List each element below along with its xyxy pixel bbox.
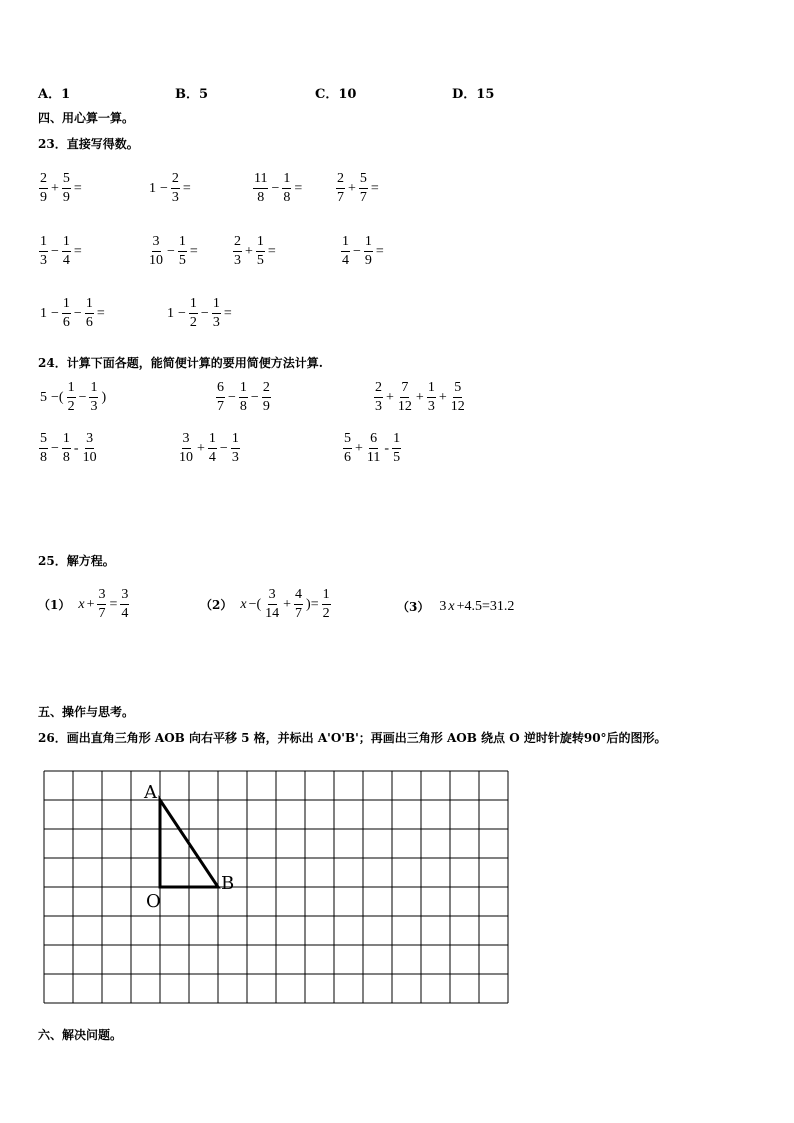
q23-expr [38,172,84,205]
fraction [67,381,76,414]
denominator: 9 [62,190,70,205]
operator: − [228,389,236,405]
choice-a: A．1 [38,87,71,102]
fraction [282,172,291,205]
equation-label: （2） [200,598,233,612]
denominator: 8 [283,190,291,205]
numerator: 1 [208,432,217,449]
numerator: 1 [427,381,436,398]
denominator: 11 [366,450,381,465]
q23-expr [232,235,278,268]
numerator: 3 [85,432,94,449]
choice-b: B．5 [175,87,209,102]
operator: + [415,389,424,405]
operator: + [86,596,95,612]
q24-expr [215,381,272,414]
operator: − [200,305,209,321]
q25-equation [200,588,332,621]
variable: x [448,598,455,614]
operator: + [355,440,363,456]
operator: 1 [167,305,174,321]
denominator: 3 [375,399,382,414]
section-6-heading: 六、解决问题。 [38,1028,123,1042]
numerator: 5 [359,172,368,189]
denominator: 10 [149,253,163,268]
operator: − [167,243,175,259]
fraction [322,588,331,621]
denominator: 12 [397,399,412,414]
operator: = [73,243,82,259]
operator: + [197,440,205,456]
operator: = [109,596,118,612]
fraction [171,172,180,205]
q24-expr [342,432,402,465]
fraction [89,381,98,414]
numerator: 1 [189,297,198,314]
fraction [212,297,221,330]
q24-expr [38,432,99,465]
numerator: 1 [67,381,76,398]
denominator: 9 [364,253,372,268]
numerator: 6 [216,381,225,398]
denominator: 7 [337,190,344,205]
operator: +4.5=31.2 [456,598,515,614]
operator: −( [51,389,64,405]
operator: − [178,305,186,321]
operator: = [73,180,82,196]
numerator: 2 [336,172,345,189]
denominator: 9 [262,399,270,414]
denominator: 5 [178,253,186,268]
numerator: 1 [256,235,265,252]
fraction [256,235,265,268]
numerator: 2 [171,172,180,189]
numerator: 1 [89,381,98,398]
denominator: 7 [98,606,106,621]
numerator: 2 [39,172,48,189]
fraction [231,432,240,465]
fraction [294,588,303,621]
fraction [264,588,280,621]
fraction [343,432,352,465]
q23-expr [147,235,200,268]
fraction [189,297,198,330]
q24-expr [177,432,241,465]
operator: + [283,596,292,612]
numerator: 1 [85,297,94,314]
operator: − [73,305,82,321]
fraction [253,172,268,205]
operator: = [370,180,379,196]
operator: + [386,389,394,405]
q23-expr [165,297,234,330]
fraction [39,235,48,268]
fraction [39,432,48,465]
grid-figure [38,764,514,1009]
numerator: 3 [97,588,106,605]
numerator: 11 [253,172,268,189]
denominator: 7 [359,190,367,205]
equation-label: （1） [38,598,71,612]
choice-c: C．10 [315,87,357,102]
denominator: 3 [231,450,239,465]
numerator: 3 [182,432,191,449]
fraction [262,381,271,414]
question-26-title: 26．画出直角三角形 AOB 向右平移 5 格，并标出 A'O'B'；再画出三角形 AOB 绕点 O 逆时针旋转90°后的图形。 [38,731,667,745]
operator: + [438,389,447,405]
numerator: 4 [294,588,303,605]
fraction [216,381,225,414]
numerator: 6 [369,432,378,449]
operator: − [78,389,87,405]
q23-expr [38,297,107,330]
vertex-label-o: O [146,891,161,912]
fraction [427,381,436,414]
operator: 1 [149,180,156,196]
fraction [178,432,194,465]
fraction [239,381,248,414]
denominator: 8 [40,450,47,465]
denominator: 9 [40,190,47,205]
denominator: 3 [234,253,241,268]
operator: = [294,180,303,196]
fraction [336,172,345,205]
operator: − [160,180,168,196]
operator: + [245,243,253,259]
q23-expr [340,235,386,268]
operator: - [384,440,390,456]
operator: = [96,305,105,321]
operator: − [353,243,361,259]
denominator: 2 [67,399,75,414]
fraction [120,588,129,621]
fraction [341,235,350,268]
operator: − [51,243,59,259]
denominator: 14 [265,606,280,621]
section-4-heading: 四、用心算一算。 [38,111,135,125]
fraction [178,235,187,268]
denominator: 2 [189,315,197,330]
fraction [97,588,106,621]
fraction [85,297,94,330]
question-23-title: 23．直接写得数。 [38,137,139,151]
numerator: 3 [120,588,129,605]
numerator: 5 [62,172,71,189]
vertex-label-a: A [144,782,157,803]
denominator: 6 [344,450,351,465]
numerator: 1 [239,381,248,398]
fraction [233,235,242,268]
denominator: 5 [256,253,264,268]
fraction [366,432,381,465]
fraction [397,381,413,414]
denominator: 3 [212,315,220,330]
fraction [450,381,466,414]
operator: + [348,180,356,196]
fraction [82,432,98,465]
operator: 3 [439,598,447,614]
numerator: 1 [282,172,291,189]
numerator: 1 [231,432,240,449]
numerator: 1 [62,297,71,314]
operator: )= [306,596,319,612]
q25-equation [38,588,130,621]
numerator: 7 [400,381,409,398]
operator: − [271,180,280,196]
operator: − [219,440,228,456]
denominator: 8 [62,450,70,465]
equation-label: （3） [397,600,430,614]
operator: = [189,243,198,259]
numerator: 5 [343,432,352,449]
fraction [364,235,373,268]
denominator: 5 [393,450,401,465]
variable: x [78,596,85,612]
denominator: 10 [179,450,193,465]
operator: − [51,305,59,321]
q23-expr [335,172,381,205]
fraction [62,172,71,205]
grid-lines [44,771,508,1003]
operator: −( [248,596,262,612]
operator: = [267,243,276,259]
denominator: 2 [322,606,330,621]
numerator: 1 [212,297,221,314]
numerator: 1 [178,235,187,252]
numerator: 5 [39,432,48,449]
numerator: 1 [364,235,373,252]
denominator: 3 [90,399,98,414]
fraction [392,432,401,465]
fraction [62,432,71,465]
q24-expr [38,381,108,414]
fraction [148,235,164,268]
denominator: 12 [450,399,465,414]
operator: ) [101,389,107,405]
q23-expr [252,172,304,205]
numerator: 1 [341,235,350,252]
denominator: 4 [121,606,129,621]
numerator: 1 [39,235,48,252]
numerator: 1 [62,432,71,449]
denominator: 7 [217,399,224,414]
operator: = [223,305,232,321]
numerator: 1 [322,588,331,605]
section-5-heading: 五、操作与思考。 [38,705,135,719]
operator: 5 [40,389,47,405]
operator: + [51,180,59,196]
operator: 1 [40,305,47,321]
numerator: 5 [453,381,462,398]
question-25-title: 25．解方程。 [38,554,115,568]
q24-expr [373,381,467,414]
denominator: 3 [171,190,179,205]
choice-d: D．15 [452,87,495,102]
numerator: 3 [268,588,277,605]
operator: = [182,180,191,196]
numerator: 1 [62,235,71,252]
numerator: 2 [374,381,383,398]
denominator: 8 [257,190,265,205]
operator: − [250,389,259,405]
q23-expr [147,172,193,205]
q23-expr [38,235,84,268]
denominator: 10 [82,450,97,465]
question-24-title: 24．计算下面各题，能简便计算的要用简便方法计算. [38,356,323,370]
numerator: 2 [262,381,271,398]
variable: x [240,596,247,612]
denominator: 3 [427,399,435,414]
fraction [62,297,71,330]
q25-equation [397,598,516,615]
vertex-label-b: B [221,873,235,894]
operator: - [73,440,79,456]
denominator: 4 [62,253,70,268]
denominator: 6 [85,315,93,330]
numerator: 1 [392,432,401,449]
denominator: 7 [295,606,303,621]
denominator: 3 [40,253,47,268]
fraction [39,172,48,205]
fraction [359,172,368,205]
denominator: 6 [62,315,70,330]
denominator: 8 [239,399,247,414]
fraction [62,235,71,268]
denominator: 4 [208,450,216,465]
numerator: 3 [152,235,161,252]
fraction [208,432,217,465]
operator: = [375,243,384,259]
fraction [374,381,383,414]
denominator: 4 [342,253,349,268]
numerator: 2 [233,235,242,252]
operator: − [51,440,59,456]
